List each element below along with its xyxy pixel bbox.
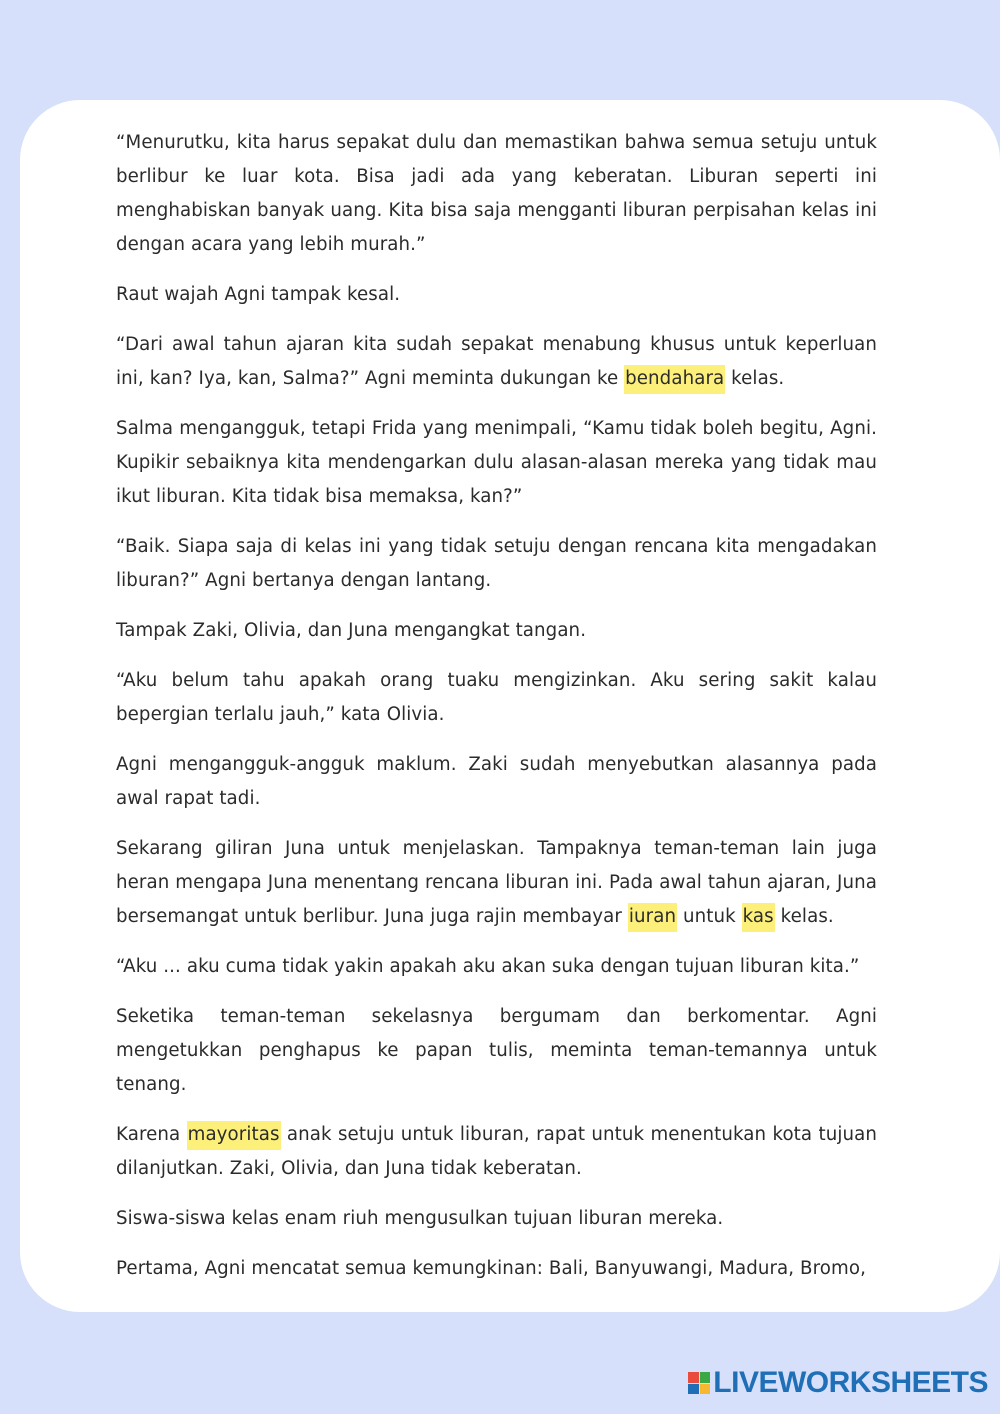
- highlighted-word: kas: [742, 903, 775, 932]
- reading-card: [20, 100, 1000, 1312]
- text-segment: Sekarang giliran Juna untuk menjelaskan. Tampaknya teman-teman lain juga heran mengapa Juna menentang rencana liburan ini. Pada awal tahun ajaran, Juna bersemangat untuk berlibur. Juna juga rajin membayar: [116, 838, 877, 927]
- text-segment: Karena: [116, 1124, 187, 1145]
- text-segment: “Baik. Siapa saja di kelas ini yang tidak setuju dengan rencana kita mengadakan liburan?” Agni bertanya dengan lantang.: [116, 536, 877, 591]
- highlighted-word: mayoritas: [187, 1121, 281, 1150]
- liveworksheets-wordmark: LIVEWORKSHEETS: [713, 1366, 988, 1399]
- highlighted-word: iuran: [628, 903, 677, 932]
- text-segment: Pertama, Agni mencatat semua kemungkinan: Bali, Banyuwangi, Madura, Bromo,: [116, 1258, 866, 1279]
- text-segment: “Menurutku, kita harus sepakat dulu dan memastikan bahwa semua setuju untuk berlibur ke luar kota. Bisa jadi ada yang keberatan. Liburan seperti ini menghabiskan banyak uang. Kita bisa saja mengganti liburan perpisahan kelas ini dengan acara yang lebih murah.”: [116, 132, 877, 255]
- text-segment: Agni mengangguk-angguk maklum. Zaki sudah menyebutkan alasannya pada awal rapat tadi.: [116, 754, 877, 809]
- text-segment: anak setuju untuk liburan, rapat untuk menentukan kota tujuan dilanjutkan. Zaki, Olivia, dan Juna tidak keberatan.: [116, 1124, 877, 1179]
- story-paragraph: [116, 614, 877, 648]
- text-segment: “Aku belum tahu apakah orang tuaku mengizinkan. Aku sering sakit kalau bepergian terlalu jauh,” kata Olivia.: [116, 670, 877, 725]
- text-segment: Salma mengangguk, tetapi Frida yang menimpali, “Kamu tidak boleh begitu, Agni. Kupikir sebaiknya kita mendengarkan dulu alasan-alasan mereka yang tidak mau ikut liburan. Kita tidak bisa memaksa, kan?”: [116, 418, 877, 507]
- liveworksheets-logo-icon: [688, 1372, 710, 1394]
- story-paragraph: [116, 1118, 877, 1186]
- text-segment: “Dari awal tahun ajaran kita sudah sepakat menabung khusus untuk keperluan ini, kan? Iya, kan, Salma?” Agni meminta dukungan ke: [116, 334, 877, 389]
- story-paragraph: [116, 328, 877, 396]
- story-paragraph: [116, 950, 877, 984]
- text-segment: kelas.: [774, 906, 834, 927]
- liveworksheets-branding: [688, 1366, 988, 1400]
- text-segment: kelas.: [725, 368, 785, 389]
- text-segment: Tampak Zaki, Olivia, dan Juna mengangkat tangan.: [116, 620, 587, 641]
- text-segment: untuk: [677, 906, 742, 927]
- story-text: [116, 126, 877, 1286]
- story-paragraph: [116, 1252, 877, 1286]
- story-paragraph: [116, 1000, 877, 1102]
- story-paragraph: [116, 748, 877, 816]
- story-paragraph: [116, 1202, 877, 1236]
- story-paragraph: [116, 530, 877, 598]
- story-paragraph: [116, 664, 877, 732]
- text-segment: Seketika teman-teman sekelasnya bergumam dan berkomentar. Agni mengetukkan penghapus ke papan tulis, meminta teman-temannya untuk tenang.: [116, 1006, 877, 1095]
- story-paragraph: [116, 278, 877, 312]
- text-segment: Raut wajah Agni tampak kesal.: [116, 284, 401, 305]
- text-segment: “Aku ... aku cuma tidak yakin apakah aku akan suka dengan tujuan liburan kita.”: [116, 956, 860, 977]
- text-segment: Siswa-siswa kelas enam riuh mengusulkan tujuan liburan mereka.: [116, 1208, 724, 1229]
- story-paragraph: [116, 126, 877, 262]
- story-paragraph: [116, 832, 877, 934]
- story-paragraph: [116, 412, 877, 514]
- highlighted-word: bendahara: [624, 365, 725, 394]
